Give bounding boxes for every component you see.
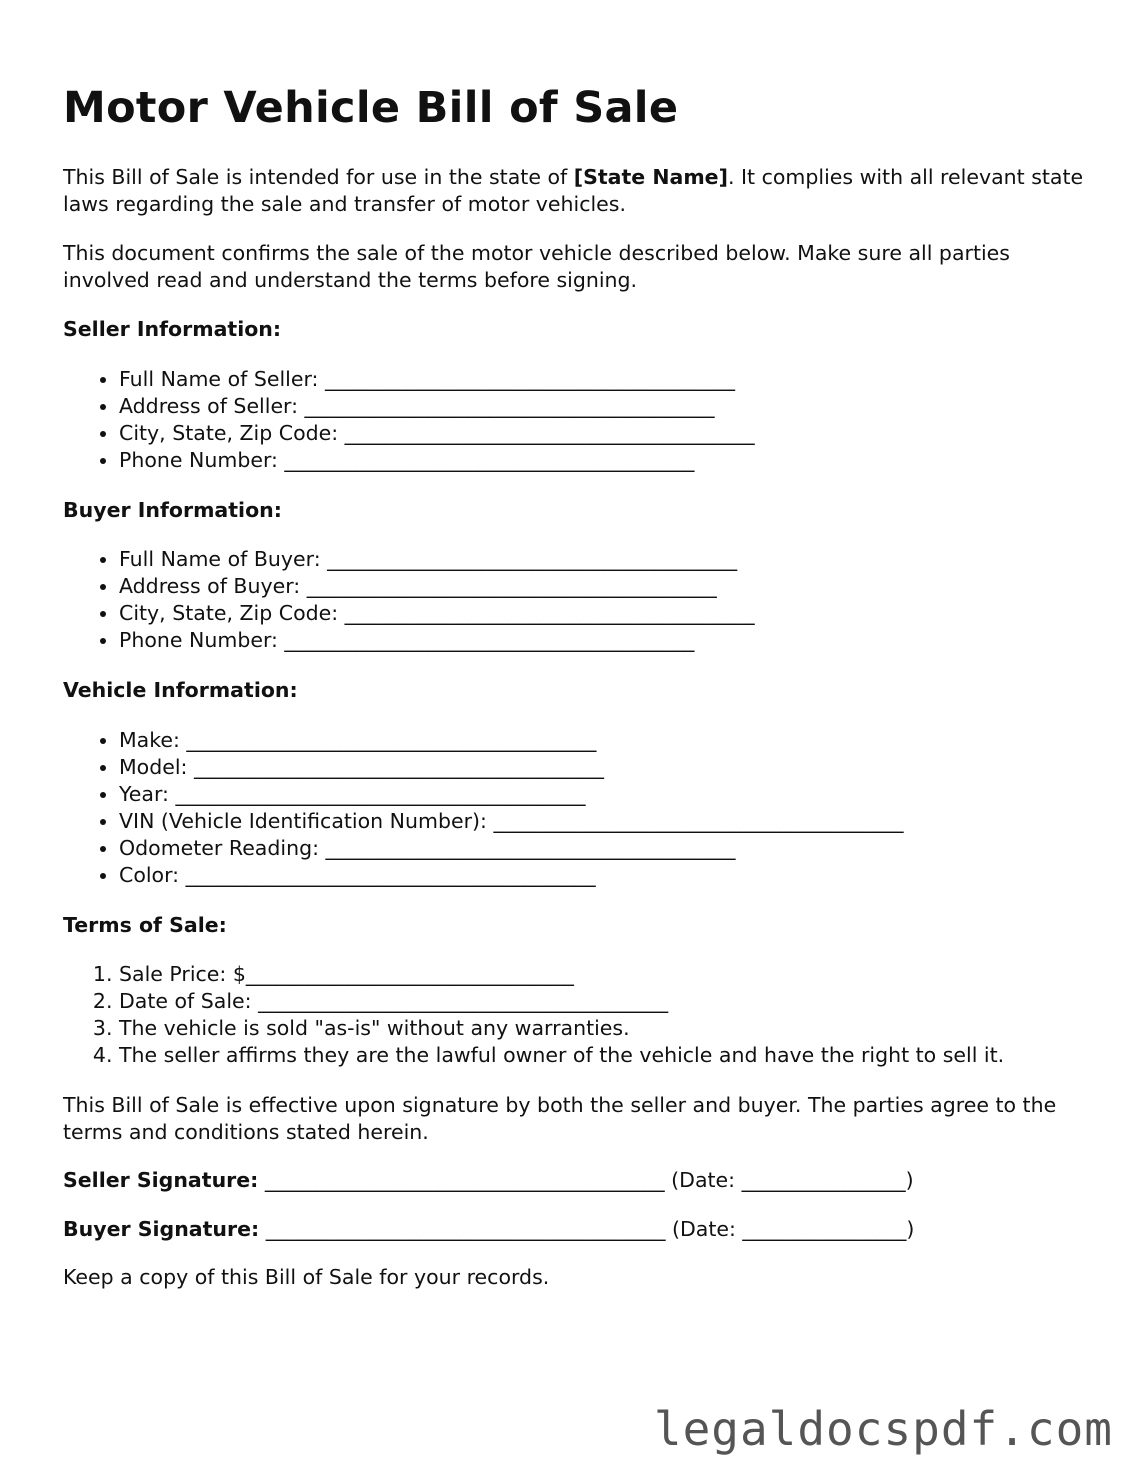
buyer-signature-line xyxy=(63,1216,1103,1243)
buyer-city-state-zip-field: • City, State, Zip Code: ________________________________________ xyxy=(119,600,1103,627)
buyer-heading: Buyer Information: xyxy=(63,497,282,522)
buyer-phone-field: • Phone Number: ________________________________________ xyxy=(119,627,1103,654)
vehicle-color-field: • Color: ________________________________________ xyxy=(119,862,1103,889)
seller-city-state-zip-field: • City, State, Zip Code: ________________________________________ xyxy=(119,420,1103,447)
buyer-list xyxy=(63,546,1103,654)
seller-signature-blank: _______________________________________ (Date: ________________) xyxy=(258,1168,914,1192)
buyer-signature-blank: _______________________________________ (Date: ________________) xyxy=(259,1216,915,1241)
state-name-placeholder: [State Name] xyxy=(573,165,728,189)
vehicle-year-field: • Year: ________________________________________ xyxy=(119,781,1103,808)
buyer-address-field: • Address of Buyer: ________________________________________ xyxy=(119,573,1103,600)
document-page xyxy=(63,76,1103,1291)
vehicle-make-field: • Make: ________________________________________ xyxy=(119,727,1103,754)
as-is-term: 3. The vehicle is sold "as-is" without any warranties. xyxy=(119,1015,1103,1042)
effective-paragraph: This Bill of Sale is effective upon signature by both the seller and buyer. The parties agree to the terms and conditions stated herein. xyxy=(63,1093,1057,1144)
seller-phone-field: • Phone Number: ________________________________________ xyxy=(119,447,1103,474)
vehicle-vin-field: • VIN (Vehicle Identification Number): ________________________________________ xyxy=(119,808,1103,835)
intro-text-before: This Bill of Sale is intended for use in the state of xyxy=(63,165,574,189)
seller-signature-line xyxy=(63,1167,1103,1194)
seller-list xyxy=(63,366,1103,474)
seller-heading: Seller Information: xyxy=(63,317,282,341)
ownership-term: 4. The seller affirms they are the lawful owner of the vehicle and have the right to sell it. xyxy=(119,1042,1103,1069)
vehicle-list xyxy=(63,727,1103,889)
vehicle-odometer-field: • Odometer Reading: ________________________________________ xyxy=(119,835,1103,862)
vehicle-model-field: • Model: ________________________________________ xyxy=(119,754,1103,781)
document-title: Motor Vehicle Bill of Sale xyxy=(63,83,679,133)
buyer-signature-label: Buyer Signature: xyxy=(63,1216,260,1241)
sale-date-field: 2. Date of Sale: ________________________________________ xyxy=(119,988,1103,1015)
intro-text-after: . It complies with all relevant state laws regarding the sale and transfer of motor vehicles. xyxy=(63,165,1084,216)
terms-heading: Terms of Sale: xyxy=(63,912,227,937)
sale-price-field: 1. Sale Price: $________________________________ xyxy=(119,961,1103,988)
buyer-full-name-field: • Full Name of Buyer: ________________________________________ xyxy=(119,546,1103,573)
vehicle-heading: Vehicle Information: xyxy=(63,678,298,702)
seller-address-field: • Address of Seller: ________________________________________ xyxy=(119,393,1103,420)
watermark: legaldocspdf.com xyxy=(653,1402,1113,1456)
intro-paragraph-confirm: This document confirms the sale of the motor vehicle described below. Make sure all parties involved read and understand the terms before signing. xyxy=(63,241,1010,292)
intro-paragraph-state xyxy=(63,164,1103,217)
terms-list xyxy=(63,961,1103,1069)
seller-signature-label: Seller Signature: xyxy=(63,1168,259,1192)
seller-full-name-field: • Full Name of Seller: ________________________________________ xyxy=(119,366,1103,393)
keep-copy-note: Keep a copy of this Bill of Sale for your records. xyxy=(63,1265,550,1289)
